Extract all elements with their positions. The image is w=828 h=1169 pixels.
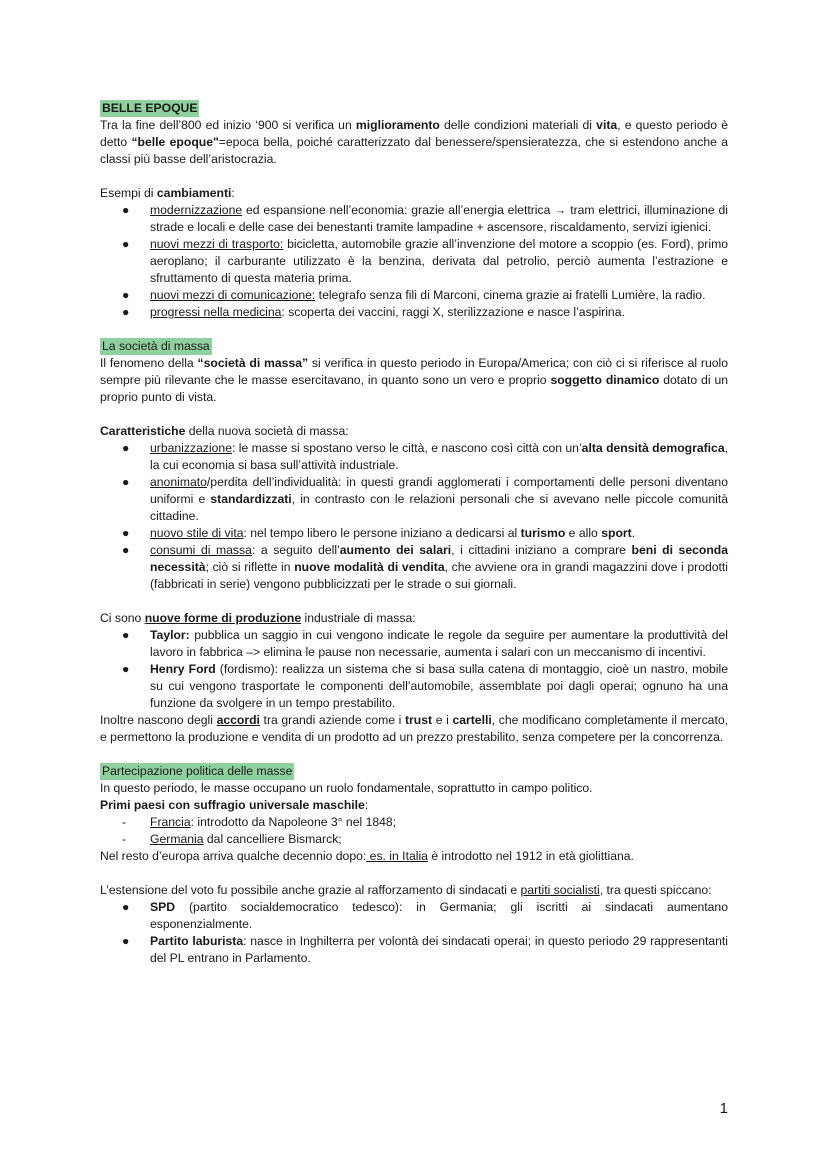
heading-partecipazione-politica: Partecipazione politica delle masse [102,764,293,778]
bullet-icon: ● [122,441,130,455]
list-produzione [100,627,728,712]
bullet-icon: ● [122,662,130,676]
list-partiti [100,899,728,967]
dash-icon: - [122,832,127,846]
bullet-icon: ● [122,628,130,642]
paragraph-societa-intro: Il fenomeno della “società di massa” si verifica in questo periodo in Europa/America; con ciò ci si riferisce al ruolo sempre più rilevante che le masse esercitavano, in quanto sono un vero e proprio soggetto dinamico dotato di un proprio punto di vista. [100,356,728,404]
list-item: ● SPD (partito socialdemocratico tedesco): in Germania; gli iscritti ai sindacati aumentano esponenzialmente. [122,900,728,931]
bullet-icon: ● [122,934,130,948]
list-item: ● consumi di massa: a seguito dell’aumento dei salari, i cittadini iniziano a comprare beni di seconda necessità; ciò si riflette in nuove modalità di vendita, che avviene ora in grandi magazzini dove i prodotti (fabbricati in serie) vengono pubblicizzati per le strade o sui giornali. [122,543,729,591]
examples-lead: Esempi di cambiamenti: [100,186,235,200]
bullet-icon: ● [122,237,130,251]
section-belle-epoque [100,100,728,321]
bullet-icon: ● [122,543,130,557]
list-item: ● nuovo stile di vita: nel tempo libero le persone iniziano a dedicarsi al turismo e allo sport. [122,526,636,540]
list-item: ● urbanizzazione: le masse si spostano verso le città, e nascono così città con un’alta densità demografica, la cui economia si basa sull’attività industriale. [122,441,728,472]
bullet-icon: ● [122,900,130,914]
list-item: ● modernizzazione ed espansione nell’economia: grazie all’energia elettrica → tram elettrici, illuminazione di strade e locali e delle case dei benestanti tramite lampadine + ascensore, riscaldamento, servizi igienici. [122,203,728,234]
bullet-icon: ● [122,526,130,540]
list-caratteristiche [100,440,728,593]
list-item: ● Henry Ford (fordismo): realizza un sistema che si basa sulla catena di montaggio, cioè un nastro, mobile su cui vengono trasportate le componenti dell’automobile, assemblate poi dagli operai; ognuno ha una funzione da svolgere in un tempo prestabilito. [122,662,728,710]
page-number: 1 [719,1100,728,1117]
section-partecipazione-politica [100,763,728,967]
list-item: - Germania dal cancelliere Bismarck; [122,832,342,846]
bullet-icon: ● [122,475,130,489]
production-lead: Ci sono nuove forme di produzione industriale di massa: [100,611,416,625]
list-cambiamenti [100,202,728,321]
section-societa-di-massa [100,338,728,746]
list-item: ● nuovi mezzi di comunicazione: telegrafo senza fili di Marconi, cinema grazie ai fratelli Lumière, la radio. [122,288,706,302]
paragraph-belle-epoque-intro: Tra la fine dell’800 ed inizio ‘900 si verifica un miglioramento delle condizioni materiali di vita, e questo periodo è detto “belle epoque"=epoca bella, poiché caratterizzato dal benessere/spensieratezza, che si estendono anche a classi più basse dell’aristocrazia. [100,118,729,166]
list-item: ● progressi nella medicina: scoperta dei vaccini, raggi X, sterilizzazione e nasce l’aspirina. [122,305,625,319]
list-item: ● Taylor: pubblica un saggio in cui vengono indicate le regole da seguire per aumentare la produttività del lavoro in fabbrica –> elimina le pause non necessarie, aumenta i salari con un meccanismo di incentivi. [122,628,728,659]
suffrage-lead: Primi paesi con suffragio universale maschile: [100,798,369,812]
paragraph-accordi: Inoltre nascono degli accordi tra grandi aziende come i trust e i cartelli, che modificano completamente il mercato, e permettono la produzione e vendita di un prodotto ad un prezzo prestabilito, senza competere per la concorrenza. [100,713,728,744]
paragraph-estensione-voto: L’estensione del voto fu possibile anche grazie al rafforzamento di sindacati e partiti socialisti, tra questi spiccano: [100,883,712,897]
paragraph-politica-intro: In questo periodo, le masse occupano un ruolo fondamentale, soprattutto in campo politico. [100,781,593,795]
list-item: ● Partito laburista: nasce in Inghilterra per volontà dei sindacati operai; in questo periodo 29 rappresentanti del PL entrano in Parlamento. [122,934,729,965]
bullet-icon: ● [122,305,130,319]
bullet-icon: ● [122,288,130,302]
list-suffragio [100,814,728,848]
heading-belle-epoque: BELLE EPOQUE [102,101,198,115]
characteristics-lead: Caratteristiche della nuova società di massa: [100,424,349,438]
dash-icon: - [122,815,127,829]
bullet-icon: ● [122,203,130,217]
list-item: ● nuovi mezzi di trasporto: bicicletta, automobile grazie all’invenzione del motore a scoppio (es. Ford), primo aeroplano; il carburante utilizzato è la benzina, derivata dal petrolio, perciò aumenta l’estrazione e sfruttamento di questa materia prima. [122,237,728,285]
list-item: - Francia: introdotto da Napoleone 3° nel 1848; [122,815,397,829]
heading-societa-di-massa: La società di massa [102,339,210,353]
list-item: ● anonimato/perdita dell’individualità: in questi grandi agglomerati i comportamenti delle personi diventano uniformi e standardizzati, in contrasto con le relazioni personali che si avevano nelle piccole comunità cittadine. [122,475,728,523]
paragraph-resto-europa: Nel resto d’europa arriva qualche decennio dopo: es. in Italia è introdotto nel 1912 in età giolittiana. [100,849,634,863]
